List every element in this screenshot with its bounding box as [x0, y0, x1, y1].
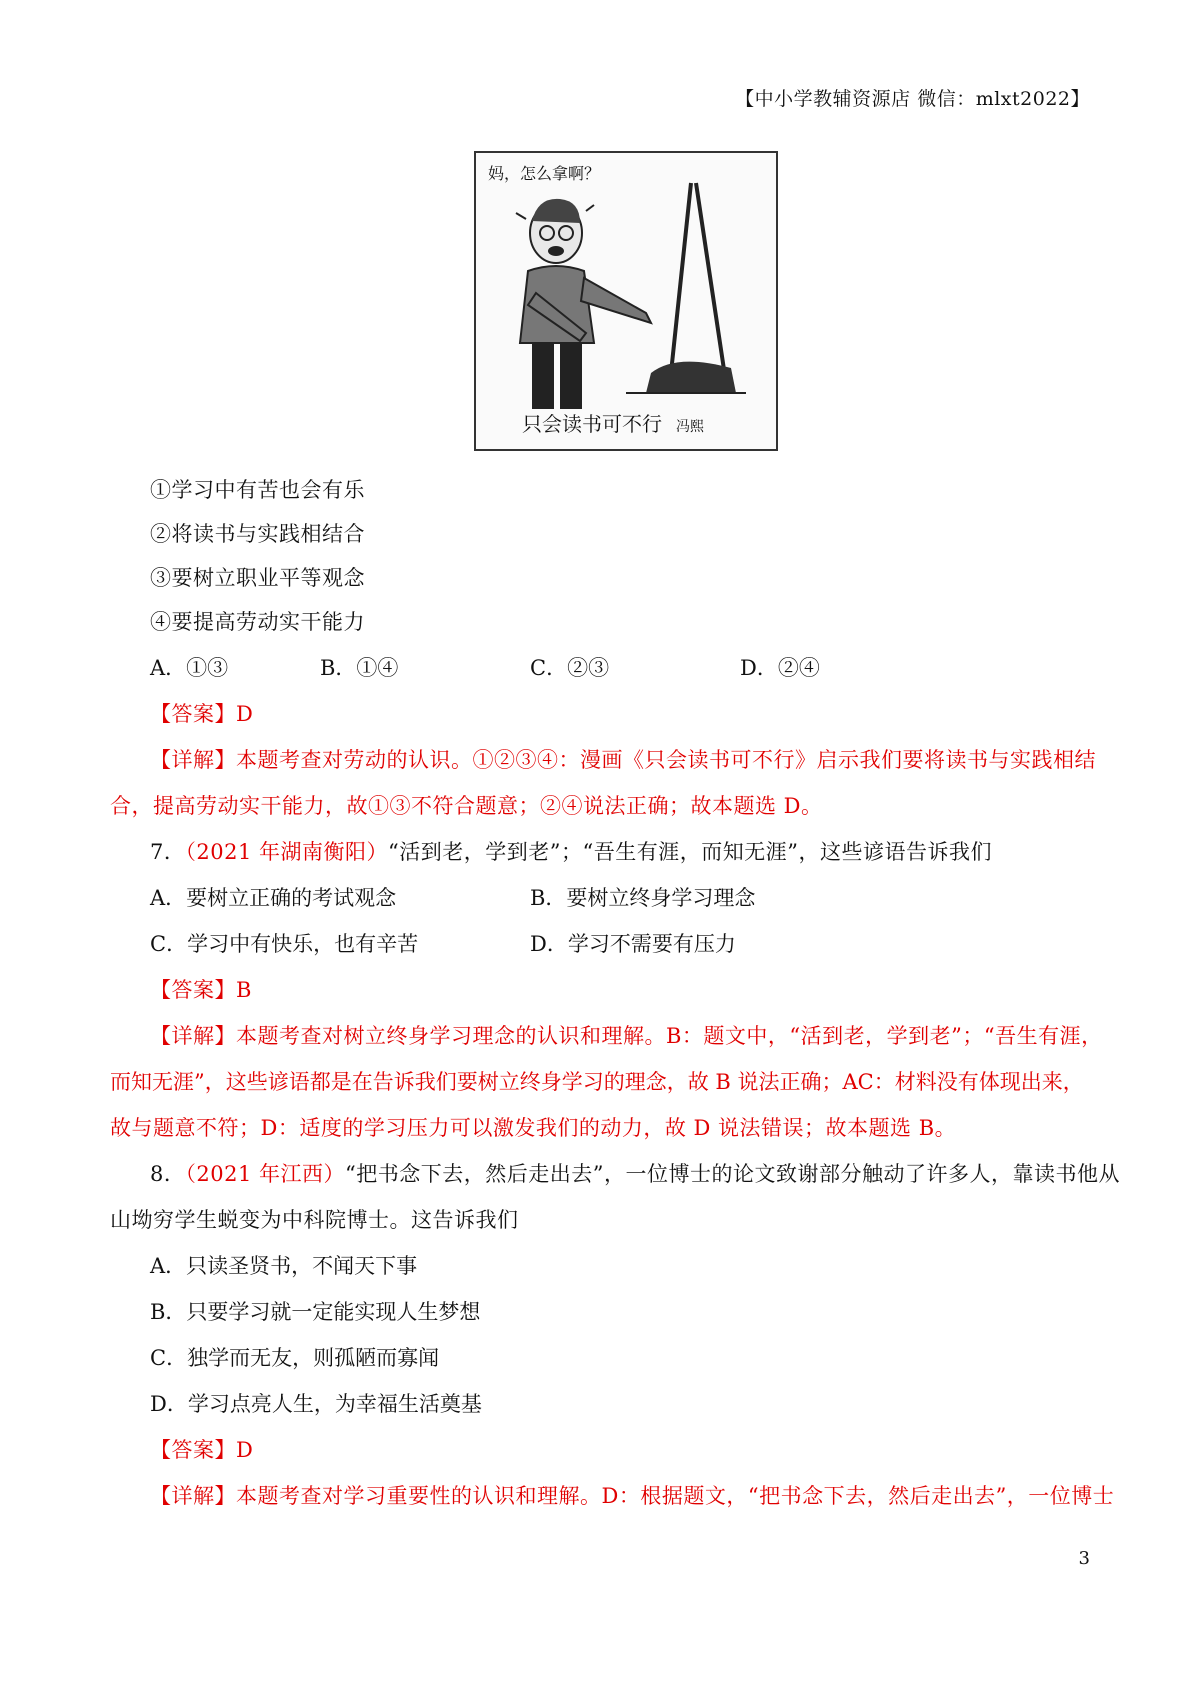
- statement-4: ④要提高劳动实干能力: [150, 610, 365, 634]
- q8-answer: [150, 1434, 253, 1464]
- detail-label: 【详解】: [150, 1024, 236, 1048]
- q8-stem: [150, 1158, 1120, 1188]
- cartoon-image: [474, 151, 778, 451]
- cartoon-speech: 妈，怎么拿啊？: [488, 164, 601, 183]
- statement-3: ③要树立职业平等观念: [150, 566, 365, 590]
- answer-value: D: [236, 1438, 254, 1462]
- q7-stem: [150, 836, 992, 866]
- answer-label: 【答案】: [150, 702, 236, 726]
- q7-option-a: A．要树立正确的考试观念: [150, 886, 397, 910]
- answer-value: B: [236, 978, 252, 1002]
- q8-option-d: D．学习点亮人生，为幸福生活奠基: [150, 1392, 482, 1416]
- q8-option-c: C．独学而无友，则孤陋而寡闻: [150, 1346, 440, 1370]
- q7-detail-line-3: 故与题意不符；D：适度的学习压力可以激发我们的动力，故 D 说法错误；故本题选 B。: [110, 1116, 957, 1140]
- q8-option-b: B．只要学习就一定能实现人生梦想: [150, 1300, 481, 1324]
- statement-2: ②将读书与实践相结合: [150, 522, 365, 546]
- q6-option-c: C．②③: [530, 656, 610, 680]
- q6-option-a: A．①③: [150, 656, 229, 680]
- q7-option-b: B．要树立终身学习理念: [530, 886, 756, 910]
- question-source: （2021 年湖南衡阳）: [185, 840, 388, 864]
- q6-detail-line-2: 合，提高劳动实干能力，故①③不符合题意；②④说法正确；故本题选 D。: [110, 794, 823, 818]
- q7-detail: [150, 1020, 1103, 1050]
- page-number: 3: [1078, 1548, 1090, 1569]
- q8-option-a: A．只读圣贤书，不闻天下事: [150, 1254, 418, 1278]
- cartoon-caption: 只会读书可不行: [522, 412, 662, 436]
- question-number: 7．: [150, 840, 186, 864]
- q7-answer: [150, 974, 252, 1004]
- question-source: （2021 年江西）: [185, 1162, 345, 1186]
- q6-detail: [150, 744, 1096, 774]
- question-text: “把书念下去，然后走出去”，一位博士的论文致谢部分触动了许多人，靠读书他从: [345, 1162, 1120, 1186]
- answer-label: 【答案】: [150, 1438, 236, 1462]
- q6-answer: [150, 698, 253, 728]
- detail-text: 本题考查对树立终身学习理念的认识和理解。B：题文中，“活到老，学到老”；“吾生有涯，: [236, 1024, 1103, 1048]
- q8-detail: [150, 1480, 1114, 1510]
- detail-text: 本题考查对劳动的认识。①②③④：漫画《只会读书可不行》启示我们要将读书与实践相结: [236, 748, 1096, 772]
- q7-option-d: D．学习不需要有压力: [530, 932, 736, 956]
- question-text: “活到老，学到老”；“吾生有涯，而知无涯”，这些谚语告诉我们: [388, 840, 992, 864]
- q7-detail-line-2: 而知无涯”，这些谚语都是在告诉我们要树立终身学习的理念，故 B 说法正确；AC：材料没有体现出来，: [110, 1070, 1084, 1094]
- q6-option-d: D．②④: [740, 656, 820, 680]
- page-header: 【中小学教辅资源店 微信：mlxt2022】: [735, 88, 1090, 110]
- q8-stem-line-2: 山坳穷学生蜕变为中科院博士。这告诉我们: [110, 1208, 519, 1232]
- detail-text: 本题考查对学习重要性的认识和理解。D：根据题文，“把书念下去，然后走出去”，一位博士: [236, 1484, 1115, 1508]
- answer-label: 【答案】: [150, 978, 236, 1002]
- statement-1: ①学习中有苦也会有乐: [150, 478, 365, 502]
- cartoon-drawing: [476, 153, 776, 449]
- detail-label: 【详解】: [150, 1484, 236, 1508]
- q6-option-b: B．①④: [320, 656, 399, 680]
- cartoon-author: 冯熙: [676, 419, 704, 435]
- q7-option-c: C．学习中有快乐，也有辛苦: [150, 932, 419, 956]
- answer-value: D: [236, 702, 254, 726]
- question-number: 8．: [150, 1162, 186, 1186]
- detail-label: 【详解】: [150, 748, 236, 772]
